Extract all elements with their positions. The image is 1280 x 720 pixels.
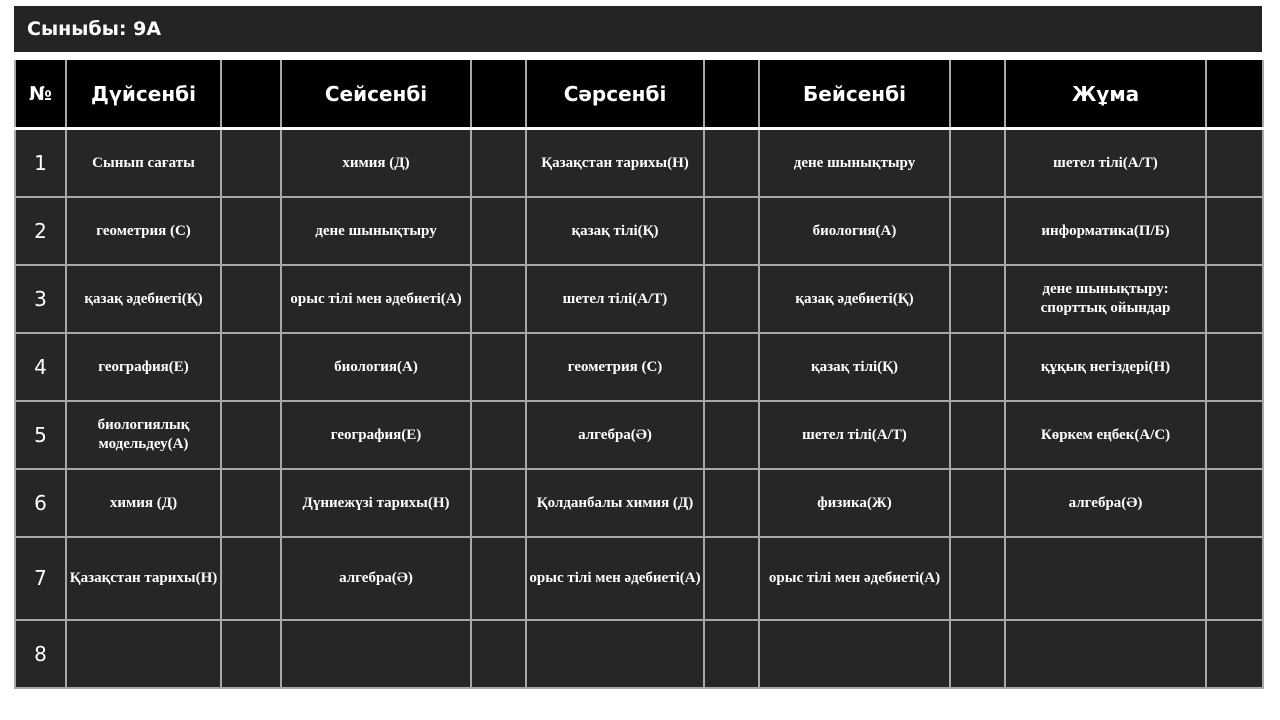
spacer-cell [221, 265, 281, 333]
spacer-cell [950, 333, 1005, 401]
spacer-cell [1206, 197, 1263, 265]
timetable [14, 57, 1264, 689]
spacer-cell [221, 620, 281, 688]
lesson-number: 5 [15, 401, 66, 469]
spacer-cell [950, 197, 1005, 265]
column-header-friday: Жұма [1005, 59, 1206, 129]
lesson-row [15, 620, 1263, 688]
lesson-cell: Қазақстан тарихы(Н) [526, 129, 704, 198]
spacer-cell [950, 620, 1005, 688]
lesson-cell: шетел тілі(А/Т) [759, 401, 950, 469]
spacer-cell [471, 620, 526, 688]
lesson-cell [281, 620, 471, 688]
lesson-row [15, 197, 1263, 265]
lesson-cell: химия (Д) [66, 469, 221, 537]
spacer-cell [1206, 469, 1263, 537]
spacer-cell [704, 265, 759, 333]
spacer-cell [950, 59, 1005, 129]
spacer-cell [221, 197, 281, 265]
lesson-row [15, 469, 1263, 537]
lesson-cell: биологиялық модельдеу(А) [66, 401, 221, 469]
lesson-row [15, 537, 1263, 620]
lesson-cell [1005, 537, 1206, 620]
lesson-cell: биология(А) [759, 197, 950, 265]
spacer-cell [471, 469, 526, 537]
spacer-cell [704, 469, 759, 537]
lesson-cell [759, 620, 950, 688]
class-title: Сыныбы: 9А [14, 6, 1262, 52]
lesson-row [15, 265, 1263, 333]
spacer-cell [221, 129, 281, 198]
lesson-cell: Қолданбалы химия (Д) [526, 469, 704, 537]
spacer-cell [950, 129, 1005, 198]
lesson-cell: Қазақстан тарихы(Н) [66, 537, 221, 620]
lesson-number: 2 [15, 197, 66, 265]
spacer-cell [221, 59, 281, 129]
lesson-cell: орыс тілі мен әдебиеті(А) [281, 265, 471, 333]
spacer-cell [471, 129, 526, 198]
lesson-row [15, 333, 1263, 401]
spacer-cell [1206, 620, 1263, 688]
lesson-number: 4 [15, 333, 66, 401]
lesson-cell: алгебра(Ә) [526, 401, 704, 469]
lesson-cell: Көркем еңбек(А/С) [1005, 401, 1206, 469]
spacer-cell [704, 401, 759, 469]
lesson-cell: алгебра(Ә) [1005, 469, 1206, 537]
spacer-cell [471, 59, 526, 129]
lesson-cell: шетел тілі(А/Т) [526, 265, 704, 333]
spacer-cell [471, 333, 526, 401]
lesson-cell [66, 620, 221, 688]
lesson-cell: құқық негіздері(Н) [1005, 333, 1206, 401]
spacer-cell [704, 620, 759, 688]
lesson-number: 3 [15, 265, 66, 333]
spacer-cell [471, 265, 526, 333]
spacer-cell [1206, 265, 1263, 333]
lesson-cell: қазақ тілі(Қ) [526, 197, 704, 265]
spacer-cell [1206, 129, 1263, 198]
lesson-cell: дене шынықтыру [759, 129, 950, 198]
spacer-cell [704, 129, 759, 198]
lesson-cell: орыс тілі мен әдебиеті(А) [759, 537, 950, 620]
column-header-thursday: Бейсенбі [759, 59, 950, 129]
header-row [15, 59, 1263, 129]
spacer-cell [950, 537, 1005, 620]
spacer-cell [704, 333, 759, 401]
column-header-number: № [15, 59, 66, 129]
lesson-cell: география(Е) [281, 401, 471, 469]
lesson-cell: шетел тілі(А/Т) [1005, 129, 1206, 198]
lesson-cell [1005, 620, 1206, 688]
spacer-cell [704, 197, 759, 265]
spacer-cell [1206, 537, 1263, 620]
spacer-cell [1206, 401, 1263, 469]
lesson-cell: география(Е) [66, 333, 221, 401]
spacer-cell [704, 59, 759, 129]
lesson-cell: қазақ әдебиеті(Қ) [759, 265, 950, 333]
column-header-tuesday: Сейсенбі [281, 59, 471, 129]
lesson-row [15, 401, 1263, 469]
lesson-cell: биология(А) [281, 333, 471, 401]
spacer-cell [950, 401, 1005, 469]
lesson-cell: алгебра(Ә) [281, 537, 471, 620]
lesson-cell: дене шынықтыру [281, 197, 471, 265]
lesson-cell: геометрия (С) [66, 197, 221, 265]
lesson-cell: Дүниежүзі тарихы(Н) [281, 469, 471, 537]
lesson-cell: Сынып сағаты [66, 129, 221, 198]
spacer-cell [950, 469, 1005, 537]
spacer-cell [221, 537, 281, 620]
lesson-cell [526, 620, 704, 688]
column-header-monday: Дүйсенбі [66, 59, 221, 129]
spacer-cell [471, 401, 526, 469]
column-header-wednesday: Сәрсенбі [526, 59, 704, 129]
spacer-cell [221, 333, 281, 401]
spacer-cell [471, 537, 526, 620]
spacer-cell [1206, 333, 1263, 401]
spacer-cell [221, 469, 281, 537]
lesson-cell: химия (Д) [281, 129, 471, 198]
spacer-cell [1206, 59, 1263, 129]
spacer-cell [221, 401, 281, 469]
spacer-cell [471, 197, 526, 265]
lesson-cell: физика(Ж) [759, 469, 950, 537]
lesson-number: 6 [15, 469, 66, 537]
lesson-number: 1 [15, 129, 66, 198]
lesson-row [15, 129, 1263, 198]
lesson-number: 8 [15, 620, 66, 688]
lesson-number: 7 [15, 537, 66, 620]
spacer-cell [950, 265, 1005, 333]
lesson-cell: қазақ тілі(Қ) [759, 333, 950, 401]
lesson-cell: орыс тілі мен әдебиеті(А) [526, 537, 704, 620]
lesson-cell: қазақ әдебиеті(Қ) [66, 265, 221, 333]
spacer-cell [704, 537, 759, 620]
lesson-cell: информатика(П/Б) [1005, 197, 1206, 265]
lesson-cell: геометрия (С) [526, 333, 704, 401]
lesson-cell: дене шынықтыру: спорттық ойындар [1005, 265, 1206, 333]
